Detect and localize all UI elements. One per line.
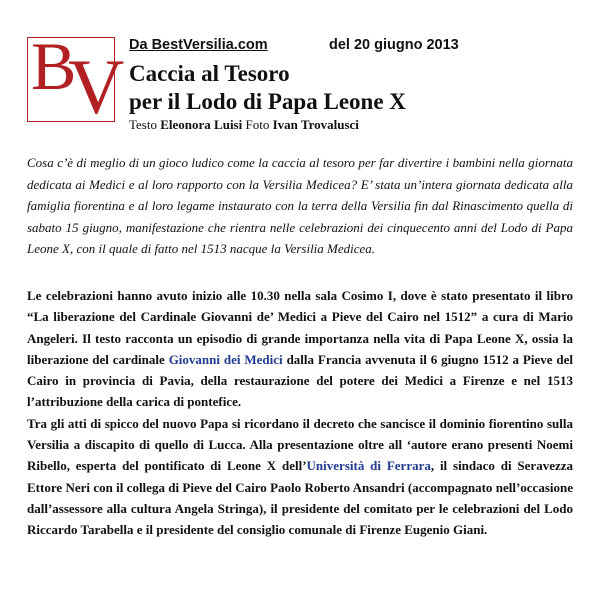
article-credits: [129, 117, 359, 133]
text-label: Testo: [129, 117, 157, 132]
universita-ferrara-link[interactable]: Università di Ferrara: [306, 458, 431, 474]
paragraph-2-text-b: , il sindaco di Seravezza Ettore Neri con il collega di Pieve del Cairo Paolo Roberto Ansandri (accompagnato nell’occasione dall’assessore alla cultura Angela Stringa), il presidente del comitato per le celebrazioni del Lodo Riccardo Tarabella e il presidente del consiglio comunale di Firenze Eugenio Giani.: [27, 458, 574, 538]
article-intro: Cosa c’è di meglio di un gioco ludico come la caccia al tesoro per far divertire i bambini nella giornata dedicata ai Medici e al loro rapporto con la Versilia Medicea? E’ stata un’intera giornata dedicata alla famiglia fiorentina e al loro legame instaurato con la terra della Versilia fin dal Rinascimento quella di sabato 15 giugno, manifestazione che rientra nelle celebrazioni dei cinquecento anni del Lodo di Papa Leone X, con il quale di fatto nel 1513 nacque la Versilia Medicea.: [27, 155, 573, 257]
source-header: [129, 37, 499, 54]
paragraph-1-text-a: Le celebrazioni hanno avuto inizio alle 10.30 nella sala Cosimo I, dove è stato presentato il libro “La liberazione del Cardinale Giovanni de’ Medici a Pieve del Cairo nel 1512” a cura di Mario Angeleri. Il testo racconta un episodio di grande importanza nella vita di Papa Leone X, ossia la liberazione del cardinale: [27, 288, 573, 367]
article-title: [129, 60, 406, 116]
photo-label: Foto: [245, 117, 270, 132]
bestversilia-logo: [27, 28, 125, 130]
giovanni-dei-medici-link[interactable]: Giovanni dei Medici: [168, 351, 283, 367]
paragraph-2-text-a: Tra gli atti di spicco del nuovo Papa si ricordano il decreto che sancisce il dominio fiorentino sulla Versilia a discapito di quello di Lucca. Alla presentazione oltre all ‘autore erano presenti Noemi Ribello, esperta del pontificato di Leone X dell’: [27, 415, 573, 474]
photographer-name: Ivan Trovalusci: [272, 117, 359, 132]
paragraph-1-text-b: dalla Francia avvenuta il 6 giugno 1512 a Pieve del Cairo in provincia di Pavia, della restaurazione del potere dei Medici a Firenze e nel 1513 l’attribuzione della carica di pontefice.: [27, 351, 574, 410]
body-paragraph-1: [27, 285, 573, 413]
logo-letter-b: B: [31, 28, 77, 104]
source-link[interactable]: Da BestVersilia.com: [129, 37, 268, 53]
title-line-2: per il Lodo di Papa Leone X: [129, 89, 406, 114]
author-name: Eleonora Luisi: [160, 117, 243, 132]
body-paragraph-2: [27, 413, 573, 541]
logo-letter-v: V: [68, 43, 125, 130]
publication-date: del 20 giugno 2013: [329, 37, 459, 53]
title-line-1: Caccia al Tesoro: [129, 61, 290, 86]
article-body: [27, 285, 573, 541]
